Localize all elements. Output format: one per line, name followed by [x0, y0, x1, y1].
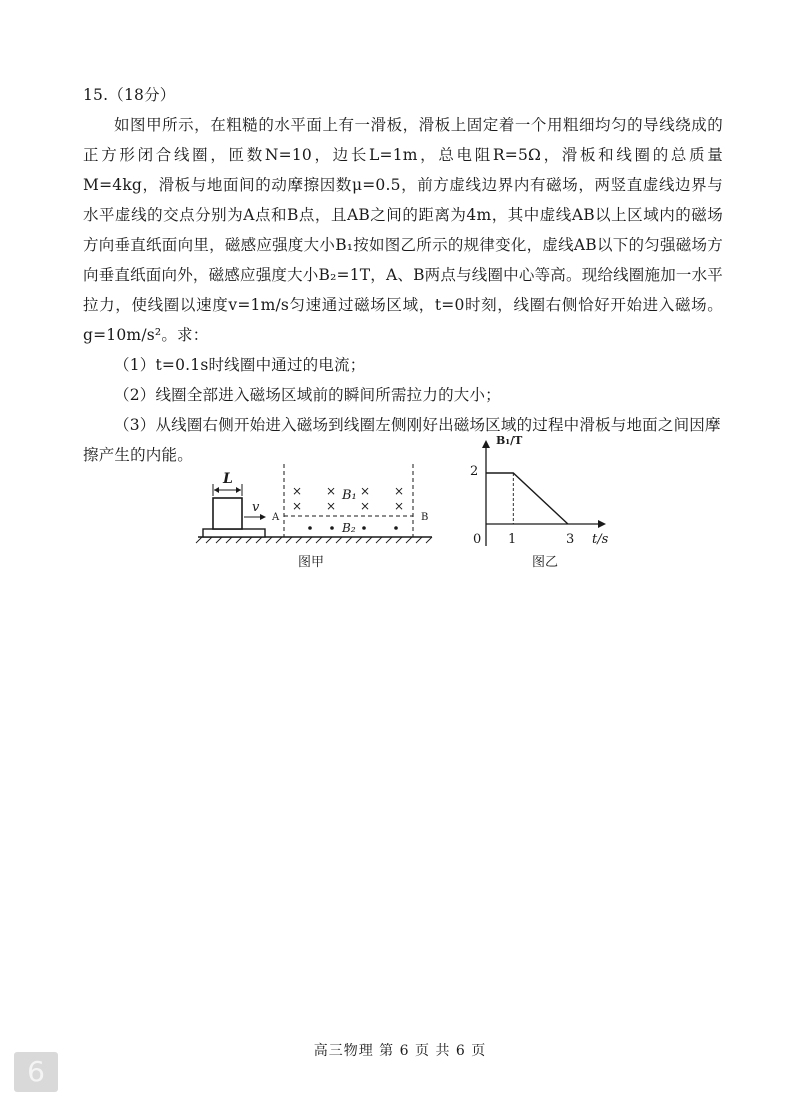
figure-b-chart — [470, 434, 609, 570]
label-l: L — [223, 471, 233, 487]
figures — [0, 430, 800, 590]
svg-text:×: × — [292, 484, 303, 498]
x-tick-label-3: 3 — [566, 532, 575, 547]
square-coil — [213, 498, 242, 529]
svg-text:×: × — [360, 499, 371, 513]
question-1: （1）t=0.1s时线圈中通过的电流； — [114, 356, 366, 374]
problem-header: 15.（18分） — [83, 86, 176, 104]
y-axis-arrowhead — [482, 440, 490, 448]
x-axis-label: t/s — [592, 532, 609, 547]
svg-text:×: × — [326, 484, 337, 498]
caption-figure-b: 图乙 — [532, 555, 559, 570]
origin-label: 0 — [473, 532, 482, 547]
x-tick-label-1: 1 — [508, 532, 517, 547]
y-tick-label-2: 2 — [470, 464, 479, 479]
svg-text:×: × — [360, 484, 371, 498]
label-b2: B₂ — [342, 521, 356, 535]
page-footer: 高三物理 第 6 页 共 6 页 — [313, 1043, 487, 1059]
b1-series-line — [486, 473, 568, 524]
label-v: v — [252, 500, 260, 515]
label-b1: B₁ — [342, 488, 357, 503]
svg-text:×: × — [326, 499, 337, 513]
svg-text:×: × — [394, 499, 405, 513]
question-3: （3）从线圈右侧开始进入磁场到线圈左侧刚好出磁场区域的过程中滑板与地面之间因摩擦产生的内能。 — [83, 416, 721, 464]
velocity-arrowhead — [260, 514, 266, 520]
svg-text:×: × — [292, 499, 303, 513]
question-2: （2）线圈全部进入磁场区域前的瞬间所需拉力的大小； — [114, 386, 501, 404]
ground-hatching — [196, 537, 432, 543]
problem-intro: 如图甲所示，在粗糙的水平面上有一滑板，滑板上固定着一个用粗细均匀的导线绕成的正方形闭合线圈，匝数N=10，边长L=1m，总电阻R=5Ω，滑板和线圈的总质量M=4kg，滑板与地面间的动摩擦因数μ=0.5，前方虚线边界内有磁场，两竖直虚线边界与水平虚线的交点分别为A点和B点，且AB之间的距离为4m，其中虚线AB以上区域内的磁场方向垂直纸面向里，磁感应强度大小B₁按如图乙所示的规律变化，虚线AB以下的匀强磁场方向垂直纸面向外，磁感应强度大小B₂=1T，A、B两点与线圈中心等高。现给线圈施加一水平拉力，使线圈以速度v=1m/s匀速通过磁场区域，t=0时刻，线圈右侧恰好开始进入磁场。g=10m/s²。求： — [83, 116, 723, 344]
page-number-badge: 6 — [14, 1052, 58, 1092]
label-b: B — [421, 512, 429, 523]
svg-text:×: × — [394, 484, 405, 498]
sled-board — [203, 529, 265, 537]
x-axis-arrowhead — [598, 520, 606, 528]
label-a: A — [272, 512, 280, 523]
figure-a — [196, 464, 432, 570]
caption-figure-a: 图甲 — [298, 555, 325, 570]
y-axis-label: B₁/T — [496, 434, 523, 447]
problem-15 — [83, 80, 723, 470]
